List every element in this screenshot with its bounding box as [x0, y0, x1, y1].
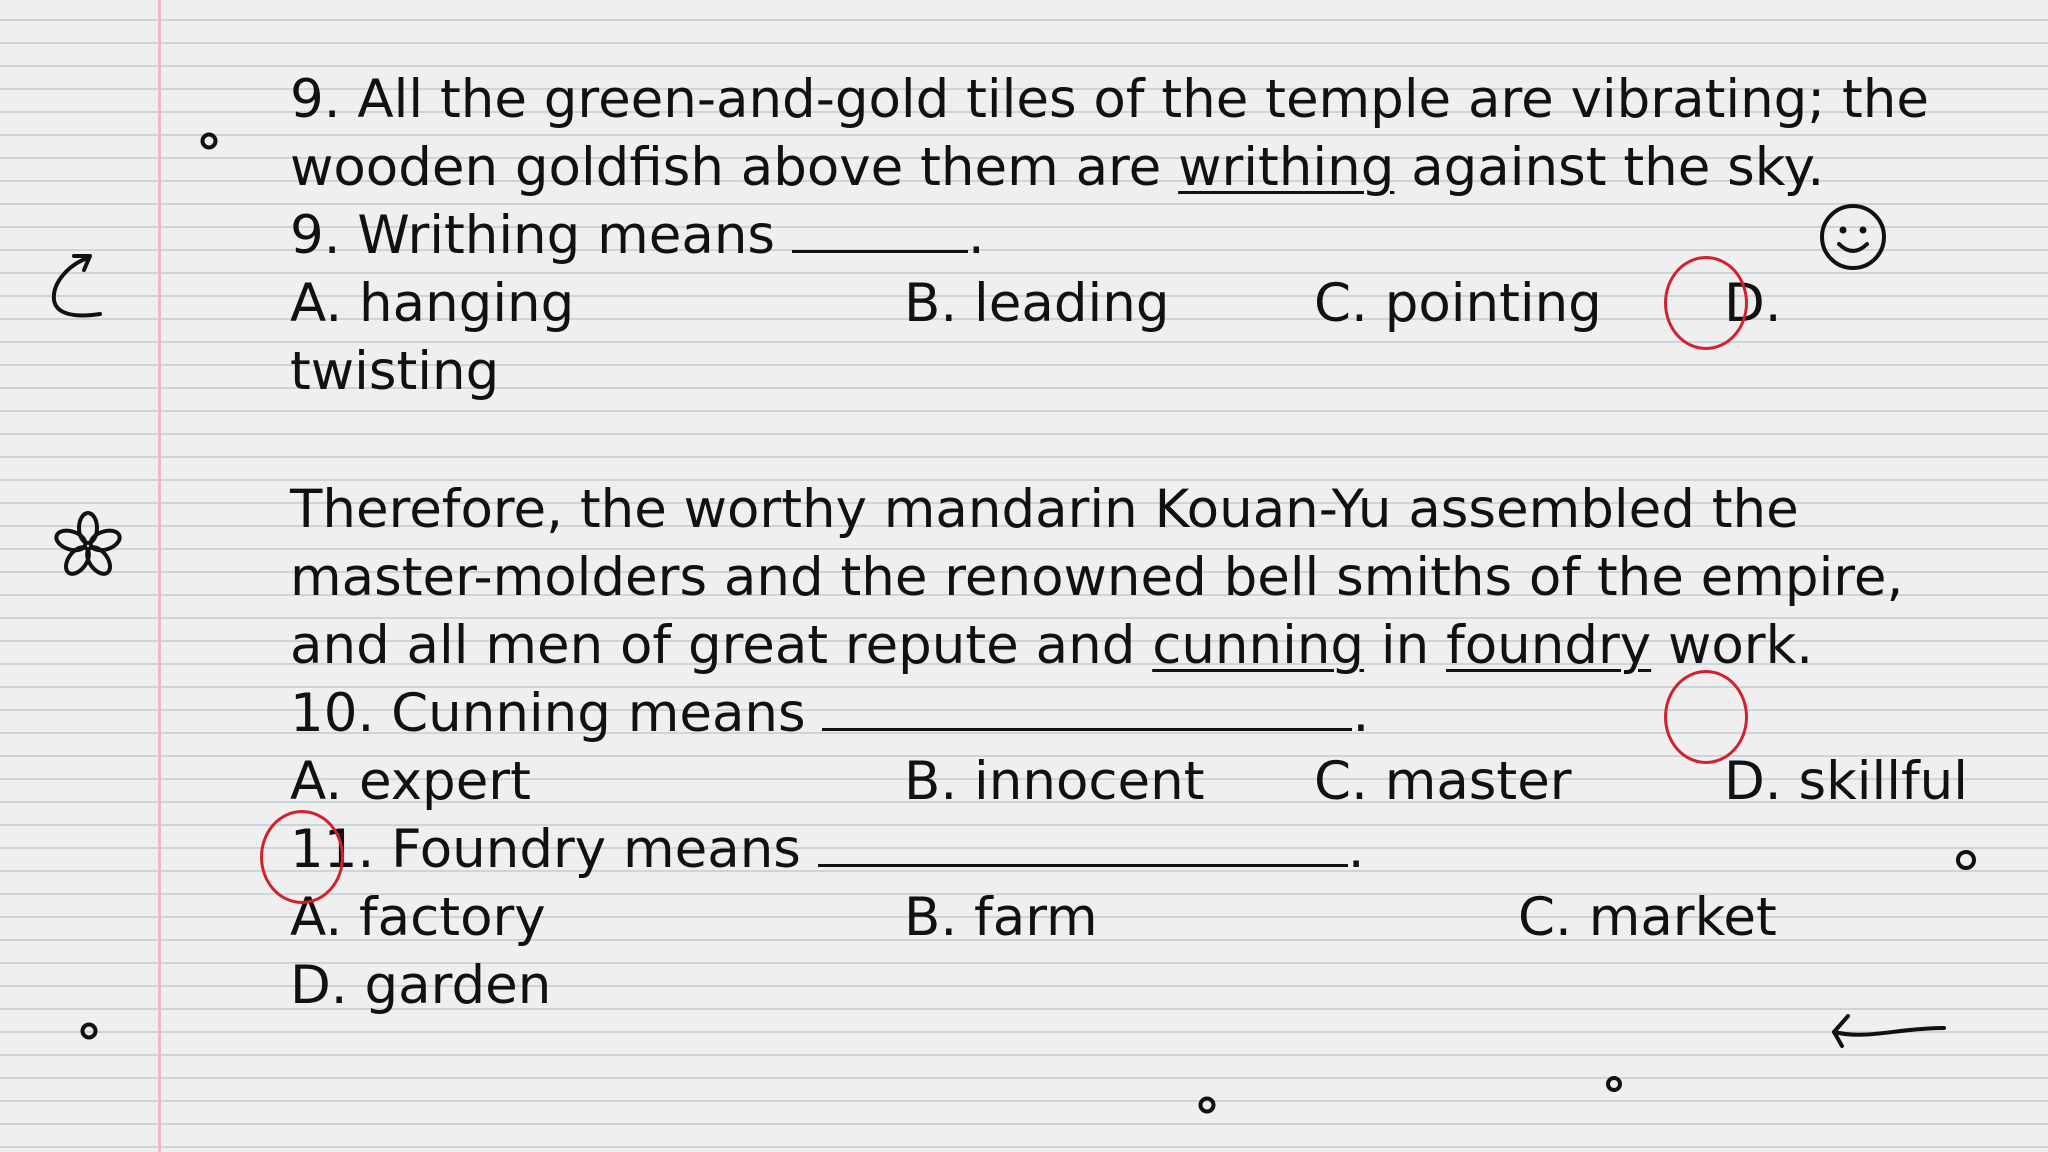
dot-icon — [1196, 1094, 1218, 1116]
q10-option-b: B. innocent — [904, 751, 1205, 812]
passage2-keyword-cunning: cunning — [1152, 615, 1365, 676]
passage2-line-3 — [290, 612, 1813, 680]
q9-prompt-end: . — [967, 205, 985, 266]
q9-option-d-letter: D. — [1724, 273, 1782, 334]
passage2-text: and all men of great repute and — [290, 615, 1153, 676]
q11-option-b: B. farm — [904, 887, 1098, 948]
dot-icon — [198, 130, 220, 152]
q11-prompt-end: . — [1347, 819, 1365, 880]
q9-passage-text: wooden goldfish above them are — [290, 137, 1179, 198]
q9-passage-text: against the sky. — [1394, 137, 1825, 198]
dot-icon — [78, 1020, 100, 1042]
flower-icon — [50, 508, 126, 584]
passage2-text: Therefore, the worthy mandarin Kouan-Yu assembled the — [290, 479, 1799, 540]
q11-answer-blank — [818, 816, 1348, 867]
q10-prompt-end: . — [1352, 683, 1370, 744]
q11-option-c: C. market — [1518, 887, 1777, 948]
q10-option-c: C. master — [1314, 751, 1572, 812]
q9-option-a: A. hanging — [290, 273, 575, 334]
q10-prompt-text: 10. Cunning means — [290, 683, 823, 744]
passage2-keyword-foundry: foundry — [1446, 615, 1652, 676]
q9-prompt — [290, 202, 985, 270]
q10-option-a: A. expert — [290, 751, 531, 812]
q9-prompt-text: 9. Writhing means — [290, 205, 792, 266]
smiley-icon — [1818, 202, 1888, 272]
q11-option-d: D. garden — [290, 955, 552, 1016]
margin-line — [158, 0, 161, 1152]
q9-keyword-writhing: writhing — [1178, 137, 1395, 198]
answer-circle-q10 — [1664, 670, 1748, 764]
q9-option-d-word: twisting — [290, 341, 500, 402]
q9-passage-text: 9. All the green-and-gold tiles of the temple are vibrating; the — [290, 69, 1929, 130]
answer-circle-q11 — [260, 810, 344, 904]
arrow-left-icon — [1826, 1010, 1950, 1050]
q11-prompt-text: 11. Foundry means — [290, 819, 818, 880]
dot-icon — [1604, 1074, 1624, 1094]
q10-prompt — [290, 680, 1369, 748]
q10-option-d: D. skillful — [1724, 751, 1968, 812]
q9-passage-line-1 — [290, 66, 1929, 134]
passage2-text: work. — [1651, 615, 1814, 676]
passage2-text: master-molders and the renowned bell smiths of the empire, — [290, 547, 1904, 608]
answer-circle-q9 — [1664, 256, 1748, 350]
q9-passage-line-2 — [290, 134, 1824, 202]
q11-option-a: A. factory — [290, 887, 546, 948]
q9-option-b: B. leading — [904, 273, 1170, 334]
q9-option-c: C. pointing — [1314, 273, 1602, 334]
passage2-text: in — [1364, 615, 1447, 676]
dot-icon — [1954, 848, 1978, 872]
q9-answer-blank — [792, 202, 968, 253]
passage2-line-2 — [290, 544, 1903, 612]
passage2-line-1 — [290, 476, 1799, 544]
q11-prompt — [290, 816, 1365, 884]
q10-answer-blank — [822, 680, 1352, 731]
curl-arrow-icon — [40, 248, 110, 328]
